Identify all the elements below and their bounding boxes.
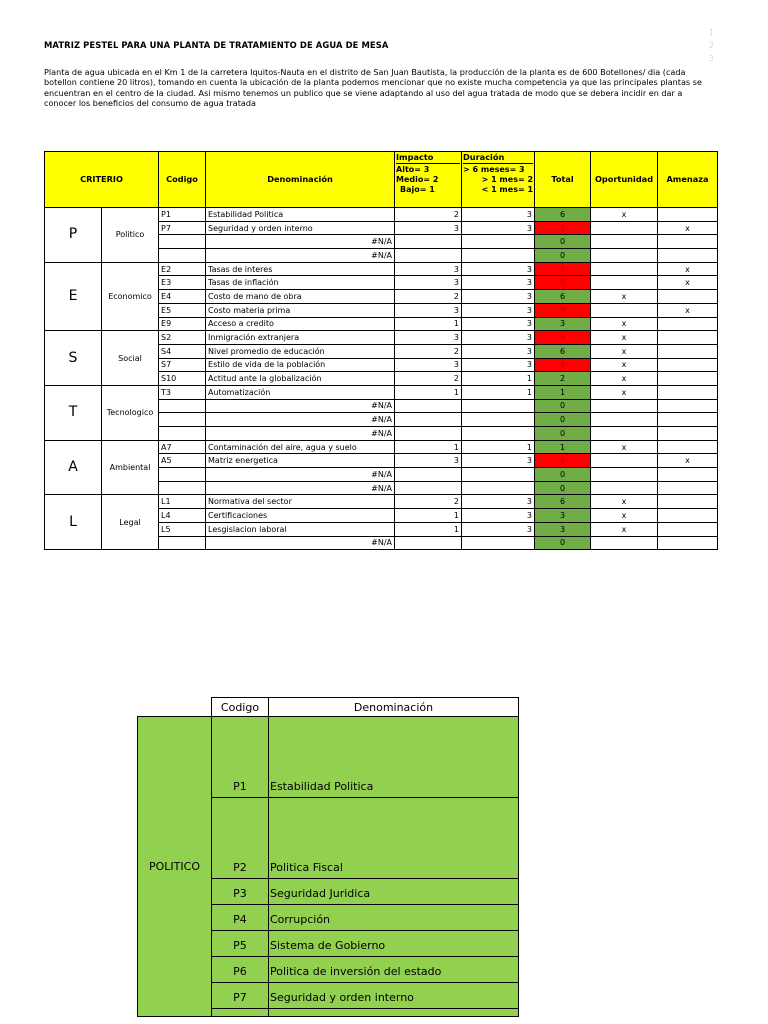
cell-amenaza [658, 440, 718, 454]
cell-total: 0 [535, 249, 591, 263]
sub-cell-codigo: P1 [212, 717, 269, 798]
cell-oportunidad [591, 536, 658, 550]
cell-total: 3 [535, 317, 591, 331]
table-row [45, 495, 718, 509]
table-row [45, 440, 718, 454]
cell-denominacion: Normativa del sector [206, 495, 395, 509]
cell-oportunidad: x [591, 372, 658, 386]
sub-cell-denominacion [269, 1009, 519, 1017]
cell-amenaza [658, 317, 718, 331]
sub-cell-codigo: P2 [212, 798, 269, 879]
cell-total: 0 [535, 468, 591, 482]
sub-cell-denominacion: Sistema de Gobierno [269, 931, 519, 957]
duracion-line: > 1 mes= 2 [481, 175, 534, 184]
cell-duracion: 3 [462, 509, 535, 523]
cell-codigo: E5 [159, 303, 206, 317]
cell-impacto [395, 235, 462, 249]
cell-denominacion: Lesgislacion laboral [206, 522, 395, 536]
cell-total: 0 [535, 399, 591, 413]
cell-codigo: E9 [159, 317, 206, 331]
cell-duracion: 3 [462, 208, 535, 222]
cell-oportunidad [591, 427, 658, 441]
cell-denominacion: Tasas de interes [206, 262, 395, 276]
cell-amenaza [658, 385, 718, 399]
cell-denominacion: #N/A [206, 413, 395, 427]
cell-total: 1 [535, 440, 591, 454]
cell-duracion: 3 [462, 262, 535, 276]
cell-oportunidad: x [591, 344, 658, 358]
cell-oportunidad: x [591, 509, 658, 523]
cell-oportunidad: x [591, 440, 658, 454]
cell-denominacion: Automatización [206, 385, 395, 399]
cell-amenaza [658, 235, 718, 249]
cell-amenaza: x [658, 276, 718, 290]
cell-amenaza: x [658, 454, 718, 468]
sub-cell-codigo: P3 [212, 879, 269, 905]
duracion-line: < 1 mes= 1 [481, 185, 534, 194]
cell-denominacion: Inmigración extranjera [206, 331, 395, 345]
cell-duracion: 1 [462, 440, 535, 454]
cell-impacto: 1 [395, 385, 462, 399]
cell-codigo: T3 [159, 385, 206, 399]
cell-duracion: 1 [462, 385, 535, 399]
cell-amenaza [658, 468, 718, 482]
cell-denominacion: Tasas de inflación [206, 276, 395, 290]
cell-amenaza [658, 208, 718, 222]
sub-cell-codigo: P4 [212, 905, 269, 931]
cell-impacto [395, 413, 462, 427]
cell-amenaza [658, 536, 718, 550]
list-item [138, 717, 519, 798]
cell-codigo [159, 249, 206, 263]
cell-duracion: 3 [462, 344, 535, 358]
cell-denominacion: Nivel promedio de educación [206, 344, 395, 358]
cell-duracion [462, 249, 535, 263]
cell-codigo [159, 536, 206, 550]
cell-denominacion: Estabilidad Politica [206, 208, 395, 222]
cell-total: 9 [535, 358, 591, 372]
cell-amenaza: x [658, 262, 718, 276]
impacto-line: Medio= 2 [396, 175, 439, 184]
impacto-line: Bajo= 1 [400, 185, 435, 194]
line-number: 1 [708, 28, 714, 37]
cell-total: 0 [535, 413, 591, 427]
cell-denominacion: Certificaciones [206, 509, 395, 523]
cell-codigo: A5 [159, 454, 206, 468]
cell-oportunidad [591, 262, 658, 276]
sub-cell-denominacion: Corrupción [269, 905, 519, 931]
cell-codigo [159, 427, 206, 441]
cell-denominacion: Actitud ante la globalización [206, 372, 395, 386]
sub-cell-denominacion: Seguridad Juridica [269, 879, 519, 905]
cell-amenaza [658, 344, 718, 358]
cell-impacto: 3 [395, 358, 462, 372]
cell-impacto: 3 [395, 276, 462, 290]
cell-amenaza [658, 509, 718, 523]
criterio-name: Politico [102, 208, 159, 263]
table-row [45, 262, 718, 276]
cell-total: 2 [535, 372, 591, 386]
cell-impacto [395, 249, 462, 263]
cell-oportunidad: x [591, 358, 658, 372]
cell-amenaza [658, 249, 718, 263]
cell-total: 3 [535, 509, 591, 523]
cell-duracion: 3 [462, 522, 535, 536]
cell-denominacion: #N/A [206, 235, 395, 249]
duracion-line: > 6 meses= 3 [463, 165, 525, 174]
cell-impacto: 1 [395, 522, 462, 536]
header-impacto [395, 152, 462, 208]
cell-denominacion: Contaminación del aire, agua y suelo [206, 440, 395, 454]
cell-oportunidad: x [591, 385, 658, 399]
cell-impacto: 3 [395, 303, 462, 317]
cell-oportunidad [591, 468, 658, 482]
sub-cell-denominacion: Politica Fiscal [269, 798, 519, 879]
criterio-name: Economico [102, 262, 159, 330]
cell-duracion: 3 [462, 495, 535, 509]
cell-total: 9 [535, 221, 591, 235]
cell-duracion [462, 399, 535, 413]
cell-impacto [395, 399, 462, 413]
cell-oportunidad [591, 221, 658, 235]
cell-total: 6 [535, 290, 591, 304]
cell-impacto [395, 481, 462, 495]
cell-denominacion: #N/A [206, 468, 395, 482]
criterio-letter: L [45, 495, 102, 550]
cell-oportunidad [591, 235, 658, 249]
cell-codigo [159, 468, 206, 482]
cell-amenaza [658, 495, 718, 509]
criterio-letter: E [45, 262, 102, 330]
header-denominacion: Denominación [206, 152, 395, 208]
cell-codigo: L4 [159, 509, 206, 523]
cell-total: 9 [535, 303, 591, 317]
cell-duracion: 3 [462, 221, 535, 235]
cell-impacto: 1 [395, 440, 462, 454]
cell-oportunidad [591, 276, 658, 290]
sub-cell-denominacion: Seguridad y orden interno [269, 983, 519, 1009]
cell-impacto: 2 [395, 372, 462, 386]
cell-impacto: 3 [395, 262, 462, 276]
line-number: 3 [708, 54, 714, 63]
header-criterio: CRITERIO [45, 152, 159, 208]
cell-impacto [395, 468, 462, 482]
cell-total: 0 [535, 481, 591, 495]
cell-amenaza [658, 290, 718, 304]
cell-codigo: E2 [159, 262, 206, 276]
table-row [45, 331, 718, 345]
cell-codigo: S7 [159, 358, 206, 372]
cell-duracion: 3 [462, 331, 535, 345]
cell-total: 0 [535, 235, 591, 249]
cell-oportunidad: x [591, 522, 658, 536]
cell-impacto: 1 [395, 317, 462, 331]
sub-header-codigo: Codigo [212, 698, 269, 717]
group-label: POLITICO [138, 717, 212, 1017]
criterio-letter: P [45, 208, 102, 263]
pestel-matrix [44, 151, 718, 550]
cell-amenaza [658, 522, 718, 536]
sub-header-denominacion: Denominación [269, 698, 519, 717]
header-amenaza: Amenaza [658, 152, 718, 208]
cell-total: 0 [535, 427, 591, 441]
cell-codigo: L5 [159, 522, 206, 536]
cell-impacto: 2 [395, 344, 462, 358]
cell-duracion: 3 [462, 303, 535, 317]
cell-duracion: 3 [462, 276, 535, 290]
cell-codigo: P1 [159, 208, 206, 222]
cell-duracion: 3 [462, 358, 535, 372]
cell-codigo: L1 [159, 495, 206, 509]
cell-codigo [159, 481, 206, 495]
cell-duracion [462, 427, 535, 441]
impacto-label: Impacto [396, 152, 460, 164]
cell-oportunidad: x [591, 317, 658, 331]
criterio-letter: A [45, 440, 102, 495]
page-line-numbers [709, 26, 714, 65]
header-codigo: Codigo [159, 152, 206, 208]
cell-total: 9 [535, 276, 591, 290]
sub-cell-denominacion: Estabilidad Politica [269, 717, 519, 798]
cell-duracion: 3 [462, 317, 535, 331]
cell-impacto: 2 [395, 208, 462, 222]
cell-oportunidad: x [591, 495, 658, 509]
cell-codigo: A7 [159, 440, 206, 454]
cell-duracion [462, 413, 535, 427]
criterio-name: Legal [102, 495, 159, 550]
cell-codigo [159, 413, 206, 427]
impacto-line: Alto= 3 [396, 165, 430, 174]
cell-denominacion: Estilo de vida de la población [206, 358, 395, 372]
cell-duracion [462, 481, 535, 495]
criterio-letter: T [45, 385, 102, 440]
cell-total: 9 [535, 331, 591, 345]
line-number: 2 [708, 41, 714, 50]
cell-denominacion: Seguridad y orden interno [206, 221, 395, 235]
document-title: MATRIZ PESTEL PARA UNA PLANTA DE TRATAMIENTO DE AGUA DE MESA [44, 40, 389, 50]
cell-amenaza [658, 413, 718, 427]
cell-amenaza [658, 399, 718, 413]
cell-total: 6 [535, 344, 591, 358]
cell-codigo: P7 [159, 221, 206, 235]
cell-duracion [462, 468, 535, 482]
cell-codigo: E3 [159, 276, 206, 290]
sub-cell-codigo [212, 1009, 269, 1017]
table-row [45, 385, 718, 399]
cell-duracion: 3 [462, 290, 535, 304]
cell-oportunidad [591, 303, 658, 317]
header-duracion [462, 152, 535, 208]
cell-denominacion: #N/A [206, 536, 395, 550]
cell-codigo [159, 235, 206, 249]
cell-oportunidad [591, 413, 658, 427]
cell-impacto: 3 [395, 221, 462, 235]
cell-total: 6 [535, 208, 591, 222]
cell-oportunidad: x [591, 290, 658, 304]
cell-codigo [159, 399, 206, 413]
cell-impacto: 3 [395, 331, 462, 345]
cell-total: 6 [535, 495, 591, 509]
cell-denominacion: #N/A [206, 399, 395, 413]
criterio-name: Ambiental [102, 440, 159, 495]
cell-oportunidad [591, 454, 658, 468]
cell-amenaza [658, 331, 718, 345]
cell-impacto: 2 [395, 290, 462, 304]
politico-factors-table [137, 697, 519, 1017]
cell-amenaza [658, 481, 718, 495]
cell-total: 9 [535, 454, 591, 468]
cell-duracion: 1 [462, 372, 535, 386]
cell-denominacion: Acceso a credito [206, 317, 395, 331]
cell-denominacion: #N/A [206, 249, 395, 263]
cell-oportunidad [591, 481, 658, 495]
table-row [45, 208, 718, 222]
sub-cell-denominacion: Politica de inversión del estado [269, 957, 519, 983]
cell-total: 1 [535, 385, 591, 399]
cell-duracion [462, 235, 535, 249]
cell-denominacion: Costo materia prima [206, 303, 395, 317]
cell-codigo: S2 [159, 331, 206, 345]
sub-cell-codigo: P7 [212, 983, 269, 1009]
cell-amenaza [658, 427, 718, 441]
duracion-label: Duración [463, 152, 533, 164]
cell-total: 3 [535, 522, 591, 536]
cell-oportunidad [591, 399, 658, 413]
cell-denominacion: #N/A [206, 481, 395, 495]
cell-total: 0 [535, 536, 591, 550]
cell-denominacion: #N/A [206, 427, 395, 441]
cell-denominacion: Matriz energetica [206, 454, 395, 468]
cell-impacto: 1 [395, 509, 462, 523]
cell-amenaza [658, 372, 718, 386]
cell-codigo: S4 [159, 344, 206, 358]
cell-oportunidad: x [591, 208, 658, 222]
cell-impacto: 3 [395, 454, 462, 468]
intro-paragraph: Planta de agua ubicada en el Km 1 de la carretera Iquitos-Nauta en el distrito de San Juan Bautista, la producción de la planta es de 600 Botellones/ dia (cada botellon contiene 20 litros), tomando en cuenta la ubicación de la planta podemos mencionar que no existe mucha competencia ya que las principales plantas se encuentran en el centro de la ciudad. Asi mismo tenemos un publico que se viene adaptando al uso del agua tratada de modo que se debera incidir en dar a conocer los beneficios del consumo de agua tratada [44, 67, 702, 109]
sub-cell-codigo: P5 [212, 931, 269, 957]
cell-oportunidad: x [591, 331, 658, 345]
cell-duracion [462, 536, 535, 550]
cell-impacto: 2 [395, 495, 462, 509]
cell-amenaza: x [658, 303, 718, 317]
cell-denominacion: Costo de mano de obra [206, 290, 395, 304]
cell-impacto [395, 536, 462, 550]
header-total: Total [535, 152, 591, 208]
sub-cell-codigo: P6 [212, 957, 269, 983]
cell-amenaza [658, 358, 718, 372]
cell-duracion: 3 [462, 454, 535, 468]
header-oportunidad: Oportunidad [591, 152, 658, 208]
cell-total: 9 [535, 262, 591, 276]
cell-impacto [395, 427, 462, 441]
cell-codigo: S10 [159, 372, 206, 386]
criterio-name: Social [102, 331, 159, 386]
cell-oportunidad [591, 249, 658, 263]
criterio-letter: S [45, 331, 102, 386]
criterio-name: Tecnologico [102, 385, 159, 440]
cell-codigo: E4 [159, 290, 206, 304]
cell-amenaza: x [658, 221, 718, 235]
